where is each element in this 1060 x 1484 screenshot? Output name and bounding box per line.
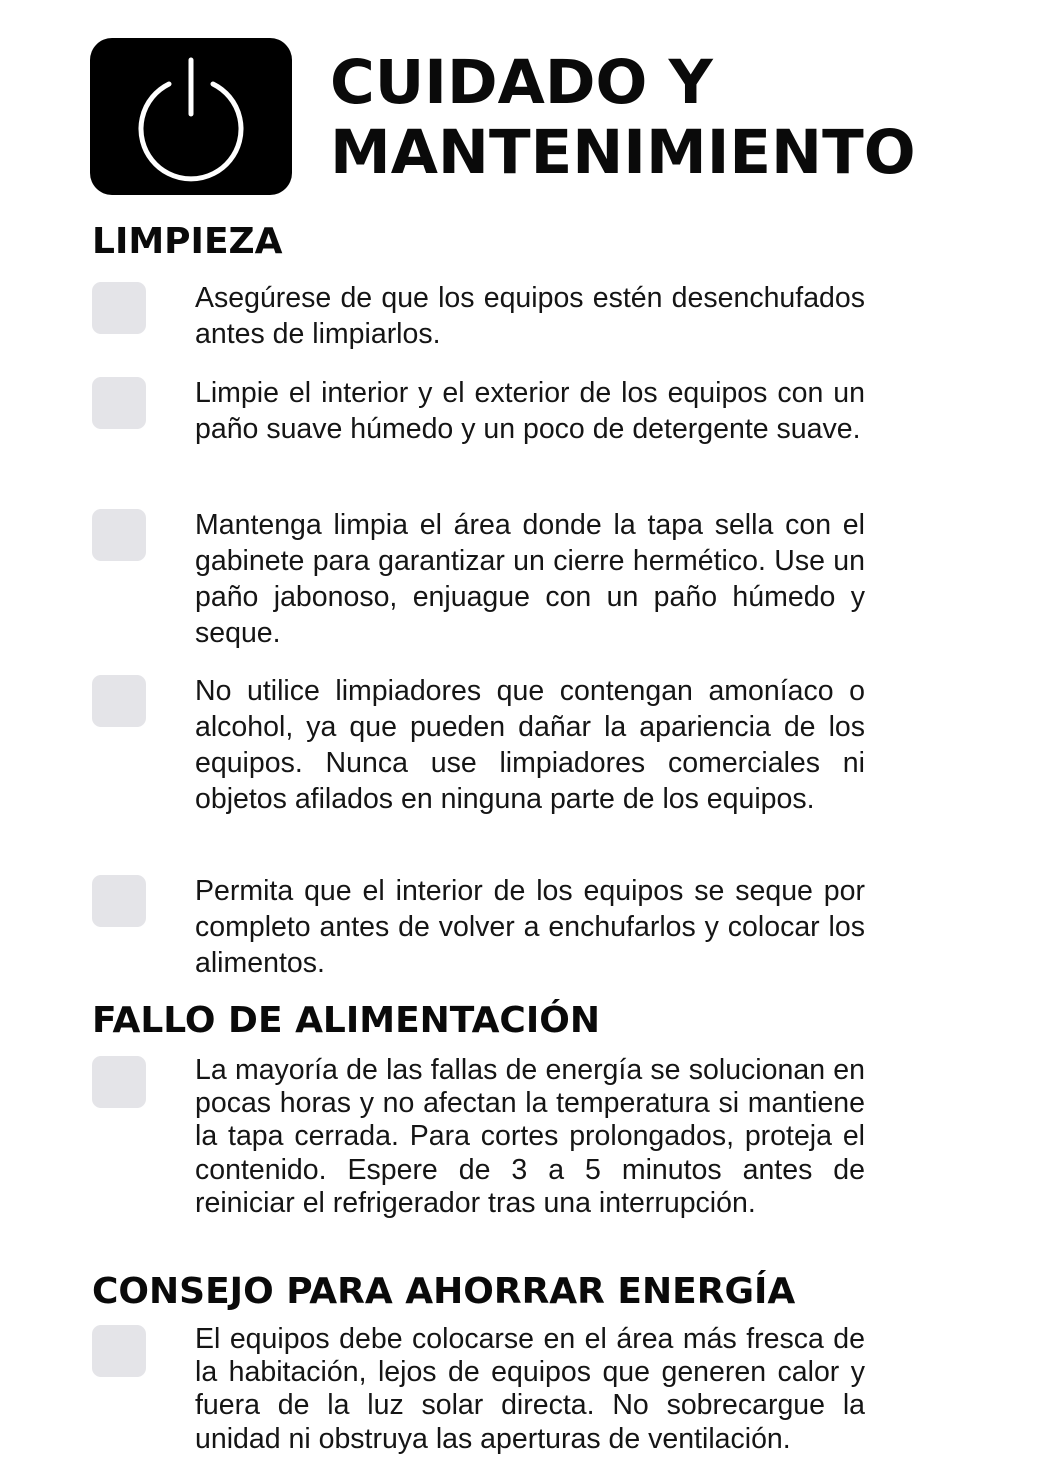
checklist-item-energy-tip [92, 1323, 872, 1483]
item-text: El equipos debe colocarse en el área más fresca de la habitación, lejos de equipos que generen calor y fuera de la luz solar directa. No sobrecargue la unidad ni obstruya las aperturas de ventilación. [195, 1323, 865, 1455]
checklist-item-cleaning-4 [92, 673, 872, 858]
checkbox[interactable] [92, 1325, 146, 1377]
item-text: Asegúrese de que los equipos estén desenchufados antes de limpiarlos. [195, 282, 865, 350]
section-heading-power-failure: FALLO DE ALIMENTACIÓN [92, 1000, 600, 1041]
page-title-line-2: MANTENIMIENTO [330, 117, 916, 188]
item-text: La mayoría de las fallas de energía se solucionan en pocas horas y no afectan la temperatura si mantiene la tapa cerrada. Para cortes prolongados, proteja el contenido. Espere de 3 a 5 minutos antes de reiniciar el refrigerador tras una interrupción. [195, 1054, 865, 1219]
checklist-item-cleaning-3 [92, 507, 872, 657]
checkbox[interactable] [92, 282, 146, 334]
item-text: No utilice limpiadores que contengan amoníaco o alcohol, ya que pueden dañar la apariencia de los equipos. Nunca use limpiadores comerciales ni objetos afilados en ninguna parte de los equipos. [195, 675, 865, 815]
checkbox[interactable] [92, 675, 146, 727]
checkbox[interactable] [92, 1056, 146, 1108]
checklist-item-cleaning-2 [92, 375, 872, 490]
item-text: Limpie el interior y el exterior de los equipos con un paño suave húmedo y un poco de detergente suave. [195, 377, 865, 445]
checkbox[interactable] [92, 377, 146, 429]
section-heading-cleaning: LIMPIEZA [92, 221, 283, 262]
checklist-item-cleaning-5 [92, 873, 872, 988]
power-icon [90, 38, 292, 195]
checkbox[interactable] [92, 875, 146, 927]
page-header [90, 38, 990, 198]
item-text: Mantenga limpia el área donde la tapa sella con el gabinete para garantizar un cierre hermético. Use un paño jabonoso, enjuague con un paño húmedo y seque. [195, 509, 865, 649]
item-text: Permita que el interior de los equipos se seque por completo antes de volver a enchufarlos y colocar los alimentos. [195, 875, 865, 979]
checklist-item-cleaning-1 [92, 280, 872, 360]
checklist-item-power-failure [92, 1054, 872, 1259]
section-heading-energy-tip: CONSEJO PARA AHORRAR ENERGÍA [92, 1271, 796, 1312]
page-title-line-1: CUIDADO Y [330, 47, 713, 118]
page-title [330, 48, 916, 188]
checkbox[interactable] [92, 509, 146, 561]
